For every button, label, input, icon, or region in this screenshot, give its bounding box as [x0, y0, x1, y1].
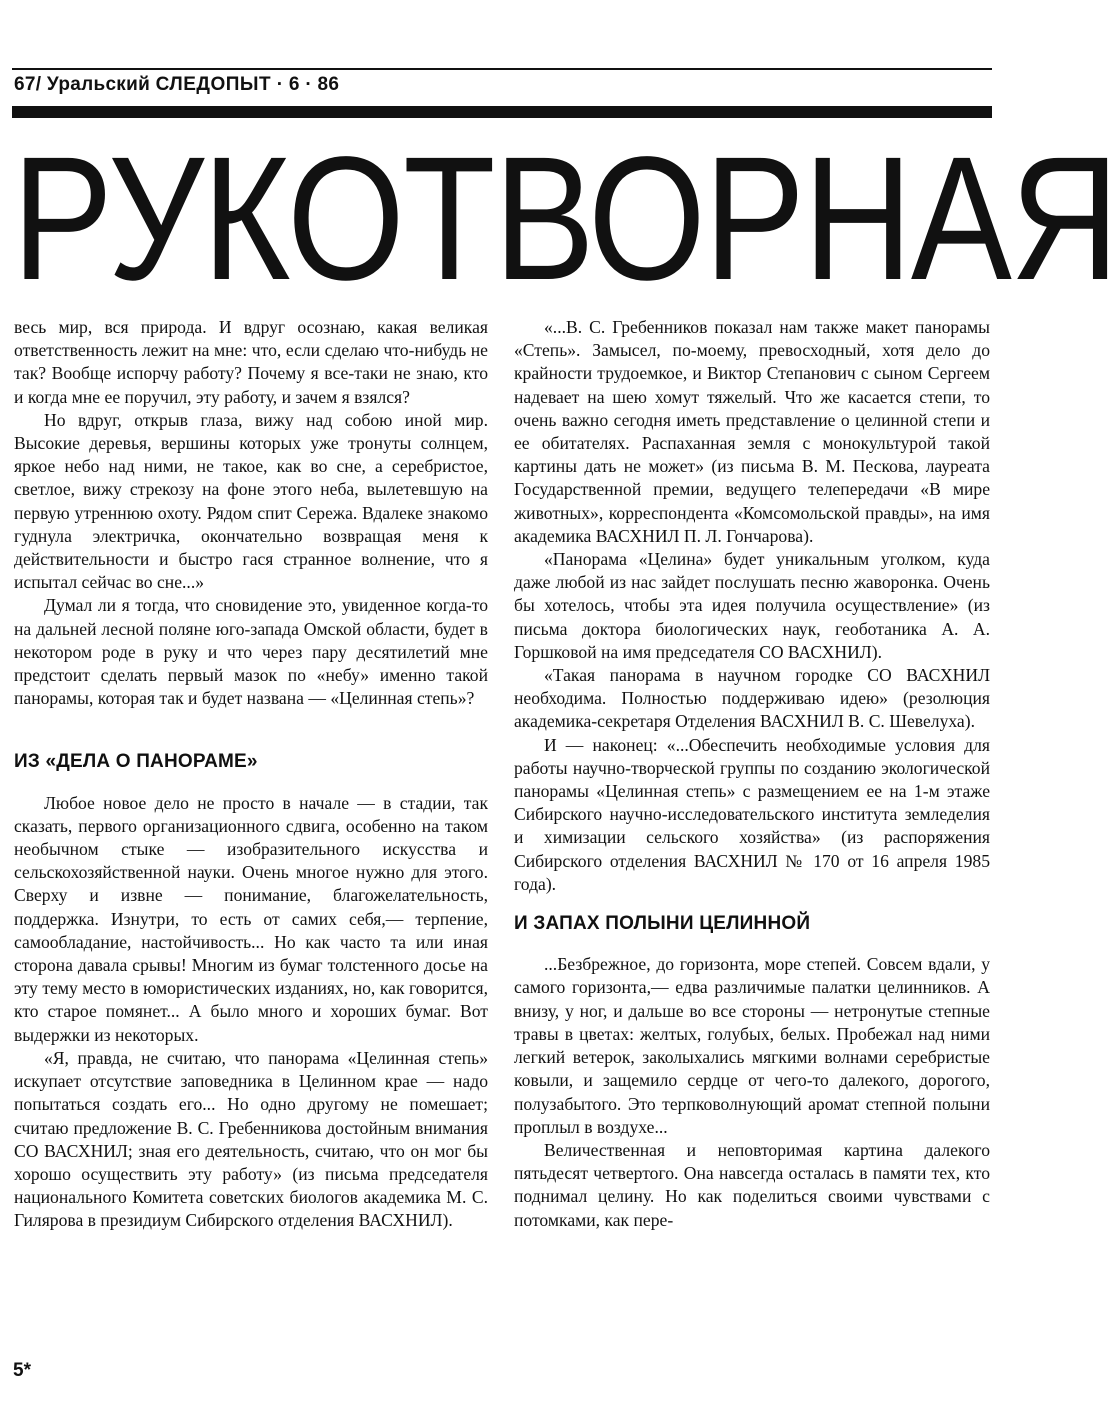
spacer: [514, 935, 990, 953]
issue-number: · 6 · 86: [276, 74, 340, 95]
body-paragraph: Любое новое дело не просто в начале — в стадии, так сказать, первого организационного сдвига, особенно на таком необычном стыке — изобразительного искусства и сельскохозяйственной науки. Очень многое нужно для этого. Сверху и извне — понимание, благожелательность, поддержка. Изнутри, то есть от самих себя,— терпение, самообладание, настойчивость... Но как часто та или иная сторона давала срывы! Многим из бумаг толстенного досье на эту тему место в юмористических изданиях, но, как говорится, кто старое помянет... А было много и хороших бумаг. Вот выдержки из некоторых.: [14, 792, 488, 1045]
right-column: [514, 316, 990, 1232]
body-paragraph: «Я, правда, не считаю, что панорама «Целинная степь» искупает отсутствие заповедника в Целинном крае — надо попытаться создать его... Но одно другому не помешает; считаю предложение В. С. Гребенникова достойным внимания СО ВАСХНИЛ; зная его деятельность, считаю, что он мог бы хорошо осуществить эту работу» (из письма председателя национального Комитета советских биологов академика М. С. Гилярова в президиум Сибирского отделения ВАСХНИЛ).: [14, 1047, 488, 1231]
left-column: [14, 316, 488, 1233]
header-bar: [12, 106, 992, 118]
body-paragraph: «Такая панорама в научном городке СО ВАСХНИЛ необходима. Полностью поддерживаю идею» (резолюция академика-секретаря Отделения ВАСХНИЛ В. С. Шевелуха).: [514, 665, 990, 732]
body-paragraph: «...В. С. Гребенников показал нам также макет панорамы «Степь». Замысел, по-моему, превосходный, хотя дело до крайности трудоемкое, и Виктор Степанович с сыном Сергеем надевает на шею хомут тяжелый. Что же касается степи, то очень важно сегодня иметь представление о целинной степи и ее обитателях. Распаханная земля с монокультурой такой картины дать не может» (из письма В. М. Пескова, лауреата Государственной премии, ведущего телепередачи «В мире животных», корреспондента «Комсомольской правды», на имя академика ВАСХНИЛ П. Л. Гончарова).: [514, 317, 990, 546]
spacer: [14, 710, 488, 750]
body-paragraph: весь мир, вся природа. И вдруг осознаю, какая великая ответственность лежит на мне: что, если сделаю что-нибудь не так? Вообще испорчу работу? Почему я все-таки не знаю, кто и когда мне ее поручил, эту работу, и зачем я взялся?: [14, 317, 488, 407]
magazine-name: СЛЕДОПЫТ: [155, 74, 272, 95]
body-paragraph: «Панорама «Целина» будет уникальным уголком, куда даже любой из нас зайдет послушать песню жаворонка. Очень бы хотелось, чтобы эта идея получила осуществление» (из письма доктора биологических наук, геоботаника А. А. Горшковой на имя председателя СО ВАСХНИЛ).: [514, 549, 990, 662]
body-paragraph: ...Безбрежное, до горизонта, море степей. Совсем вдали, у самого горизонта,— едва различимые палатки целинников. А внизу, у ног, и дальше во все стороны — нетронутые степные травы в цветах: желтых, голубых, белых. Пробежал над ними легкий ветерок, заколыхались мягкими волнами серебристые ковыли, и защемило сердце от чего-то далекого, дорогого, полузабытого. Это терпковолнующий аромат степной полыни проплыл в воздухе...: [514, 954, 990, 1137]
section-heading: И ЗАПАХ ПОЛЫНИ ЦЕЛИННОЙ: [514, 913, 811, 935]
running-head: [14, 74, 339, 96]
spacer: [514, 896, 990, 912]
top-rule: [12, 68, 992, 70]
body-paragraph: Думал ли я тогда, что сновидение это, увиденное когда-то на дальней лесной поляне юго-запада Омской области, будет в некотором роде в руку и что через пару десятилетий мне предстоит сделать первый мазок по «небу» именно такой панорамы, которая так и будет названа — «Целинная степь»?: [14, 595, 488, 709]
signature-mark: 5*: [13, 1360, 31, 1381]
article-headline: РУКОТВОРНАЯ: [12, 121, 1118, 317]
section-heading: ИЗ «ДЕЛА О ПАНОРАМЕ»: [14, 751, 258, 773]
body-paragraph: Величественная и неповторимая картина далекого пятьдесят четвертого. Она навсегда осталась в памяти тех, кто поднимал целину. Но как поделиться своими чувствами с потомками, как пере-: [514, 1139, 990, 1230]
body-paragraph: И — наконец: «...Обеспечить необходимые условия для работы научно-творческой группы по созданию экологической панорамы «Целинная степь» с размещением ее на 1-м этаже Сибирского научно-исследовательского института земледелия и химизации сельского хозяйства» (из распоряжения Сибирского отделения ВАСХНИЛ № 170 от 16 апреля 1985 года).: [514, 734, 990, 894]
spacer: [14, 774, 488, 792]
magazine-prefix: Уральский: [46, 74, 151, 95]
page-number: 67/: [14, 74, 42, 95]
body-paragraph: Но вдруг, открыв глаза, вижу над собою иной мир. Высокие деревья, вершины которых уже тронуты солнцем, яркое небо над ними, не такое, как во сне, а серебристое, светлое, вижу стрекозу на фоне этого неба, вылетевшую на первую утреннюю охоту. Рядом спит Сережа. Вдалеке знакомо гуднула электричка, окончательно возвращая меня к действительности и быстро гася странное волнение, что я испытал сейчас во сне...»: [14, 409, 488, 593]
